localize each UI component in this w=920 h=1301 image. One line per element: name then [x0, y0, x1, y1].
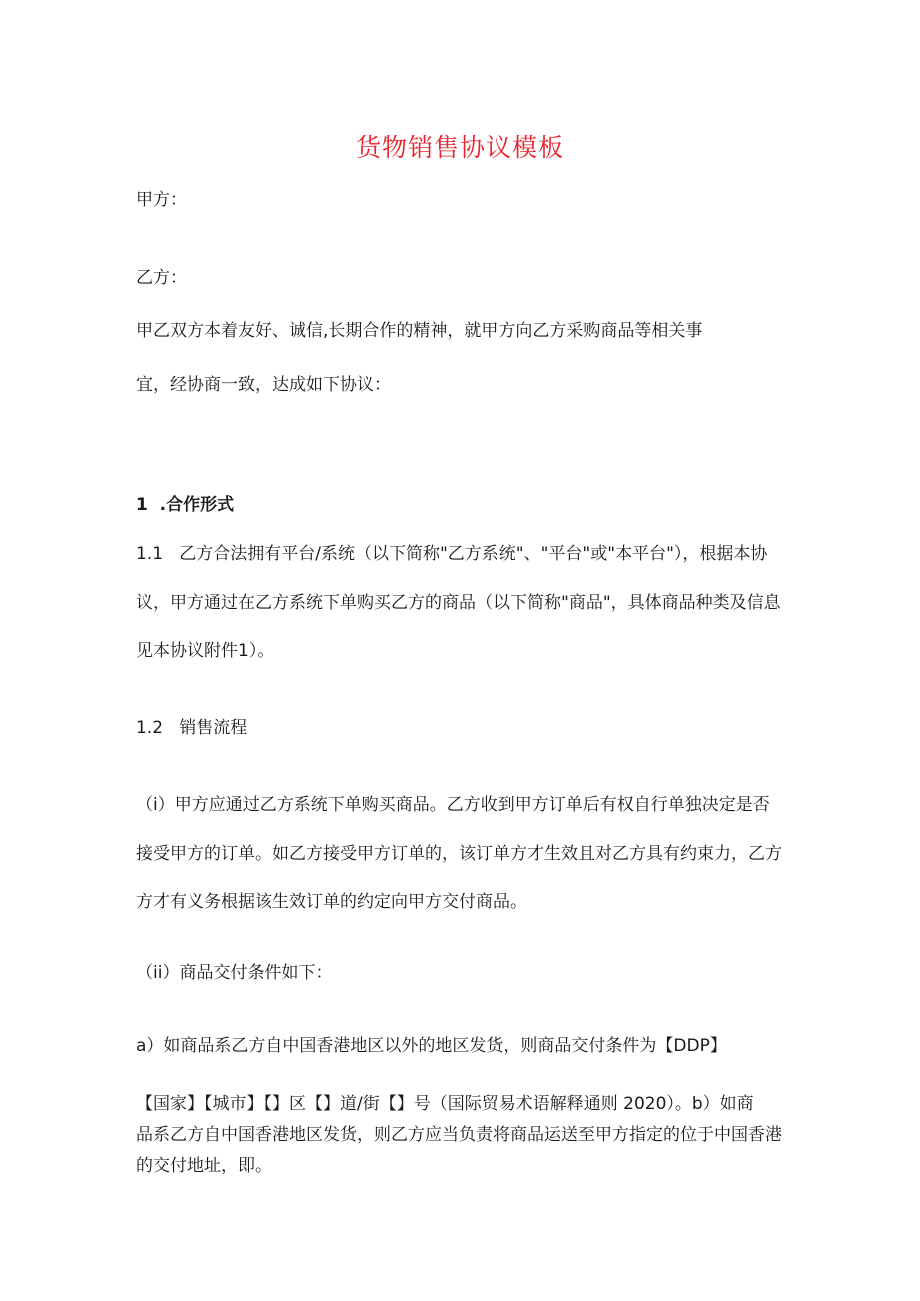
item-ii: （ii）商品交付条件如下：	[136, 963, 333, 983]
clause-1-1-line-1: 1.1 乙方合法拥有平台/系统（以下简称"乙方系统"、"平台"或"本平台"），根据本协	[136, 544, 768, 564]
party-b-label: 乙方：	[136, 268, 187, 288]
item-b-line-1: 【国家】【城市】【】区【】道/街【】号（国际贸易术语解释通则 2020）。b）如商	[136, 1094, 754, 1114]
item-b-line-3: 的交付地址，即。	[136, 1156, 272, 1176]
item-i-line-1: （i）甲方应通过乙方系统下单购买商品。乙方收到甲方订单后有权自行单独决定是否	[136, 795, 770, 815]
intro-line-2: 宜，经协商一致，达成如下协议：	[136, 375, 391, 395]
document-title: 货物销售协议模板	[355, 133, 564, 162]
clause-1-2: 1.2 销售流程	[136, 718, 248, 738]
item-i-line-2: 接受甲方的订单。如乙方接受甲方订单的，该订单方才生效且对乙方具有约束力，乙方	[136, 844, 782, 864]
party-a-label: 甲方：	[136, 190, 187, 210]
section-1-heading: 1 .合作形式	[136, 495, 235, 515]
item-i-line-3: 方才有义务根据该生效订单的约定向甲方交付商品。	[136, 892, 527, 912]
intro-line-1: 甲乙双方本着友好、诚信,长期合作的精神，就甲方向乙方采购商品等相关事	[136, 321, 703, 341]
item-a: a）如商品系乙方自中国香港地区以外的地区发货，则商品交付条件为【DDP】	[136, 1036, 727, 1056]
clause-1-1-line-3: 见本协议附件1）。	[136, 641, 275, 661]
item-b-line-2: 品系乙方自中国香港地区发货，则乙方应当负责将商品运送至甲方指定的位于中国香港	[136, 1125, 782, 1145]
clause-1-1-line-2: 议，甲方通过在乙方系统下单购买乙方的商品（以下简称"商品"，具体商品种类及信息	[136, 593, 781, 613]
